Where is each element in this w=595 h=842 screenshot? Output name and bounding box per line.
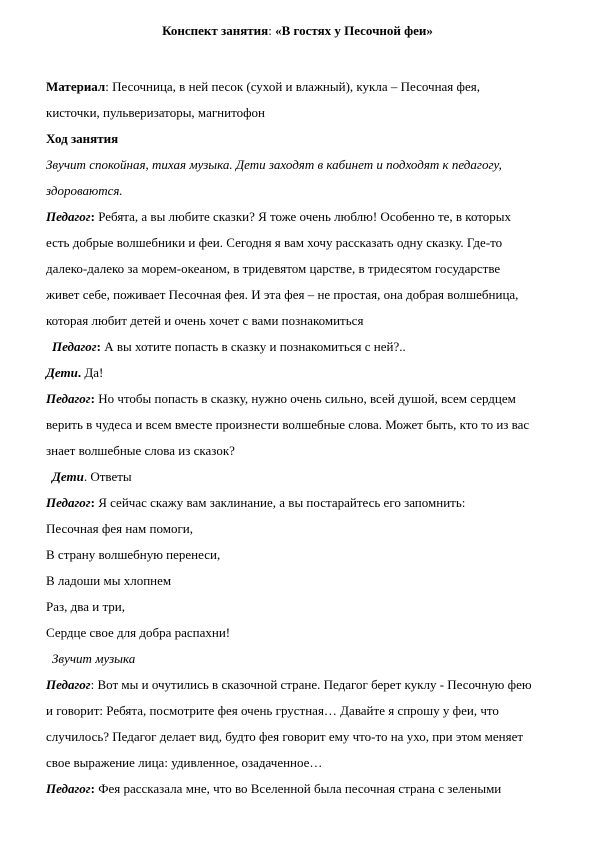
- spell-line: Песочная фея нам помоги,: [46, 521, 194, 536]
- teacher-3-text-1: Но чтобы попасть в сказку, нужно очень сильно, всей душой, всем сердцем: [98, 391, 516, 406]
- speaker-children: Дети: [46, 365, 78, 380]
- speaker-teacher: Педагог: [46, 781, 91, 796]
- teacher-3-line-1: [46, 386, 558, 412]
- children-2-line: [46, 464, 558, 490]
- spell-line: Сердце свое для добра распахни!: [46, 625, 231, 640]
- material-label: Материал: [46, 79, 106, 94]
- teacher-4-line: [46, 490, 558, 516]
- spell-line: В ладоши мы хлопнем: [46, 573, 172, 588]
- teacher-1-line-3: далеко-далеко за морем-океаном, в тридевятом царстве, в тридесятом государстве: [46, 261, 501, 276]
- teacher-2-text: А вы хотите попасть в сказку и познакомиться с ней?..: [104, 339, 406, 354]
- spell-line: В страну волшебную перенеси,: [46, 547, 221, 562]
- teacher-5-line-1: [46, 672, 558, 698]
- teacher-5-line-3: случилось? Педагог делает вид, будто фея говорит ему что-то на ухо, при этом меняет: [46, 729, 524, 744]
- speaker-teacher: Педагог: [46, 209, 91, 224]
- speaker-teacher: Педагог: [52, 339, 97, 354]
- material-line-2: кисточки, пульверизаторы, магнитофон: [46, 105, 265, 120]
- teacher-1-text-1: Ребята, а вы любите сказки? Я тоже очень люблю! Особенно те, в которых: [98, 209, 512, 224]
- teacher-3-line-3: знает волшебные слова из сказок?: [46, 443, 235, 458]
- speaker-dot: .: [77, 365, 82, 380]
- teacher-5-line-4: свое выражение лица: удивленное, озадаченное…: [46, 755, 323, 770]
- speaker-colon: :: [96, 339, 105, 354]
- stage-direction-2: Звучит музыка: [52, 651, 136, 666]
- title-part-b: «В гостях у Песочной феи»: [271, 23, 433, 38]
- teacher-2-line: [46, 334, 558, 360]
- teacher-1-line-1: [46, 204, 558, 230]
- material-line-1: [46, 74, 558, 100]
- teacher-6-line: [46, 776, 558, 802]
- title-colon: :: [268, 23, 272, 38]
- speaker-colon: :: [90, 209, 99, 224]
- teacher-6-text: Фея рассказала мне, что во Вселенной была песочная страна с зелеными: [98, 781, 502, 796]
- stage-direction-1-line-1: Звучит спокойная, тихая музыка. Дети заходят в кабинет и подходят к педагогу,: [46, 157, 502, 172]
- teacher-3-line-2: верить в чудеса и всем вместе произнести волшебные слова. Может быть, кто то из вас: [46, 417, 530, 432]
- stage-direction-1-line-2: здороваются.: [46, 183, 123, 198]
- speaker-colon: :: [90, 391, 99, 406]
- children-2-text: . Ответы: [83, 469, 132, 484]
- material-text-1: : Песочница, в ней песок (сухой и влажный), кукла – Песочная фея,: [105, 79, 480, 94]
- course-heading: Ход занятия: [46, 131, 119, 146]
- teacher-1-line-5: которая любит детей и очень хочет с вами познакомиться: [46, 313, 364, 328]
- speaker-colon: :: [90, 495, 99, 510]
- speaker-teacher: Педагог: [46, 495, 91, 510]
- speaker-children: Дети: [52, 469, 84, 484]
- teacher-5-line-2: и говорит: Ребята, посмотрите фея очень грустная… Давайте я спрошу у феи, что: [46, 703, 499, 718]
- speaker-colon: :: [90, 781, 99, 796]
- teacher-5-text-1: : Вот мы и очутились в сказочной стране. Педагог берет куклу - Песочную фею: [90, 677, 532, 692]
- speaker-teacher: Педагог: [46, 677, 91, 692]
- children-1-text: Да!: [81, 365, 104, 380]
- document-body: [46, 74, 558, 802]
- document-title: [0, 23, 595, 39]
- children-1-line: [46, 360, 558, 386]
- title-part-a: Конспект занятия: [162, 23, 269, 38]
- teacher-4-text: Я сейчас скажу вам заклинание, а вы постарайтесь его запомнить:: [98, 495, 466, 510]
- speaker-teacher: Педагог: [46, 391, 91, 406]
- teacher-1-line-4: живет себе, поживает Песочная фея. И эта фея – не простая, она добрая волшебница,: [46, 287, 519, 302]
- teacher-1-line-2: есть добрые волшебники и феи. Сегодня я вам хочу рассказать одну сказку. Где-то: [46, 235, 503, 250]
- spell-line: Раз, два и три,: [46, 599, 125, 614]
